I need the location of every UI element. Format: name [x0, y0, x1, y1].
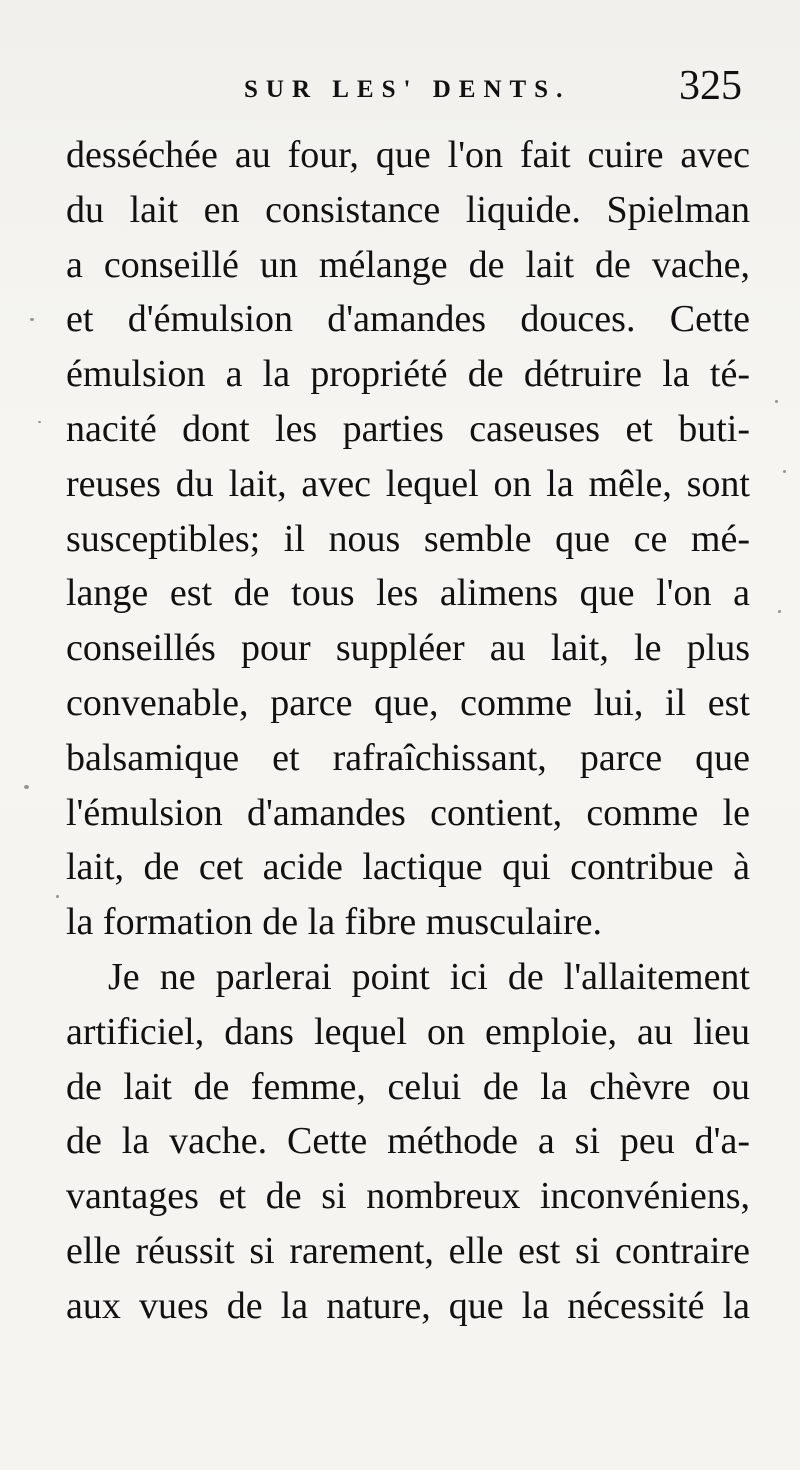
text-line: Je ne parlerai point ici de l'allaitement [108, 955, 750, 998]
text-line: émulsion a la propriété de détruire la té- [66, 353, 750, 396]
text-line: la formation de la fibre musculaire. [66, 901, 603, 944]
body-text [66, 128, 750, 1334]
paper-speck [783, 470, 786, 473]
text-line: artificiel, dans lequel on emploie, au lieu [66, 1010, 750, 1053]
text-line: de la vache. Cette méthode a si peu d'a- [66, 1120, 750, 1163]
paper-speck [778, 610, 781, 613]
text-line: convenable, parce que, comme lui, il est [66, 681, 750, 724]
text-line: desséchée au four, que l'on fait cuire avec [66, 134, 750, 176]
text-line: l'émulsion d'amandes contient, comme le [66, 791, 750, 834]
text-line: nacité dont les parties caseuses et buti- [66, 407, 750, 450]
text-line: balsamique et rafraîchissant, parce que [66, 736, 750, 779]
text-line: du lait en consistance liquide. Spielman [66, 188, 750, 231]
text-line: reuses du lait, avec lequel on la mêle, sont [66, 462, 750, 505]
text-line: susceptibles; il nous semble que ce mé- [66, 517, 750, 560]
paper-speck [56, 895, 59, 898]
running-title: SUR LES' DENTS. [244, 76, 571, 103]
text-line: aux vues de la nature, que la nécessité la [66, 1284, 750, 1327]
page-header [0, 62, 800, 122]
text-line: conseillés pour suppléer au lait, le plus [66, 627, 750, 670]
paper-speck [38, 421, 41, 423]
text-line: vantages et de si nombreux inconvéniens, [66, 1175, 750, 1218]
text-line: de lait de femme, celui de la chèvre ou [66, 1065, 750, 1108]
text-line: et d'émulsion d'amandes douces. Cette [66, 298, 750, 341]
paper-speck [775, 400, 778, 403]
text-line: lange est de tous les alimens que l'on a [66, 572, 750, 615]
paper-speck [24, 785, 29, 789]
text-line: a conseillé un mélange de lait de vache, [66, 243, 750, 286]
page-number: 325 [679, 63, 742, 109]
text-line: lait, de cet acide lactique qui contribue à [66, 846, 750, 889]
paper-speck [30, 318, 34, 321]
text-line: elle réussit si rarement, elle est si contraire [66, 1229, 750, 1272]
